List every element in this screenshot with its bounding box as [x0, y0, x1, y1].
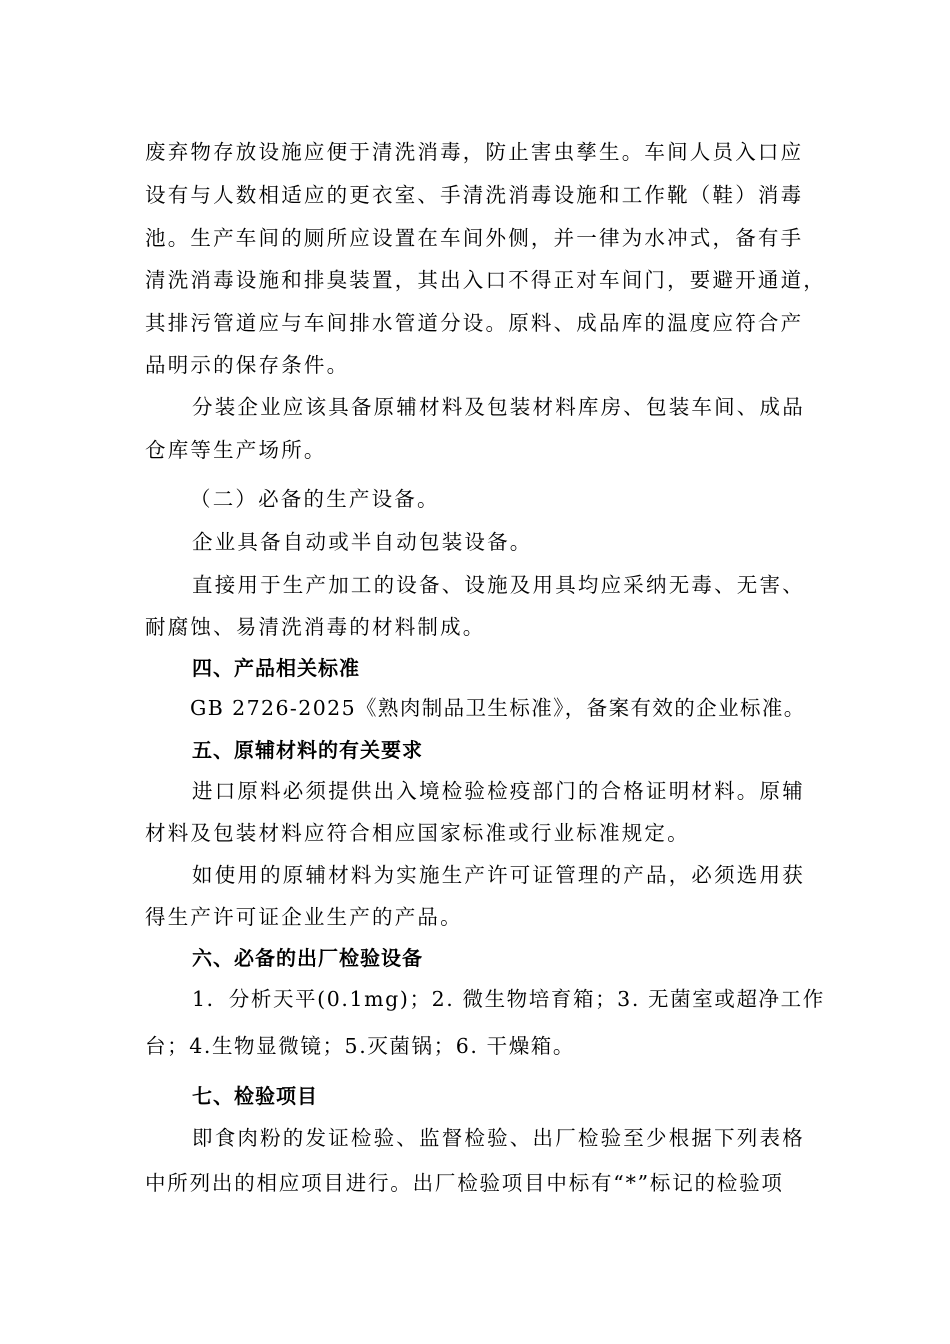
body-text-line: 品明示的保存条件。	[145, 353, 350, 377]
body-text-line: 企业具备自动或半自动包装设备。	[192, 530, 533, 554]
body-text-line: 耐腐蚀、易清洗消毒的材料制成。	[145, 615, 486, 639]
body-text-line: GB 2726-2025《熟肉制品卫生标准》，备案有效的企业标准。	[190, 696, 806, 720]
body-text-line: 1．分析天平(0.1mg)；2. 微生物培育箱；3. 无菌室或超净工作	[192, 987, 825, 1011]
body-text-line: 废弃物存放设施应便于清洗消毒，防止害虫孳生。车间人员入口应	[145, 140, 804, 164]
section-heading: 七、检验项目	[192, 1084, 318, 1108]
body-text-line: 池。生产车间的厕所应设置在车间外侧，并一律为水冲式，备有手	[145, 226, 804, 250]
body-text-line: 仓库等生产场所。	[145, 438, 327, 462]
subsection-title: （二）必备的生产设备。	[190, 487, 440, 511]
body-text-line: 设有与人数相适应的更衣室、手清洗消毒设施和工作靴（鞋）消毒	[145, 183, 804, 207]
section-heading: 五、原辅材料的有关要求	[192, 738, 423, 762]
body-text-line: 中所列出的相应项目进行。出厂检验项目中标有“*”标记的检验项	[145, 1171, 784, 1195]
section-heading: 六、必备的出厂检验设备	[192, 946, 423, 970]
body-text-line: 即食肉粉的发证检验、监督检验、出厂检验至少根据下列表格	[192, 1126, 805, 1150]
body-text-line: 材料及包装材料应符合相应国家标准或行业标准规定。	[145, 821, 690, 845]
body-text-line: 直接用于生产加工的设备、设施及用具均应采纳无毒、无害、	[192, 573, 805, 597]
section-heading: 四、产品相关标准	[192, 656, 360, 680]
body-text-line: 如使用的原辅材料为实施生产许可证管理的产品，必须选用获	[192, 863, 805, 887]
body-text-line: 台；4.生物显微镜；5.灭菌锅；6. 干燥箱。	[145, 1034, 575, 1058]
body-text-line: 得生产许可证企业生产的产品。	[145, 905, 463, 929]
body-text-line: 其排污管道应与车间排水管道分设。原料、成品库的温度应符合产	[145, 311, 804, 335]
body-text-line: 清洗消毒设施和排臭装置，其出入口不得正对车间门，要避开通道，	[145, 268, 826, 292]
body-text-line: 分装企业应该具备原辅材料及包装材料库房、包装车间、成品	[192, 395, 805, 419]
body-text-line: 进口原料必须提供出入境检验检疫部门的合格证明材料。原辅	[192, 779, 805, 803]
